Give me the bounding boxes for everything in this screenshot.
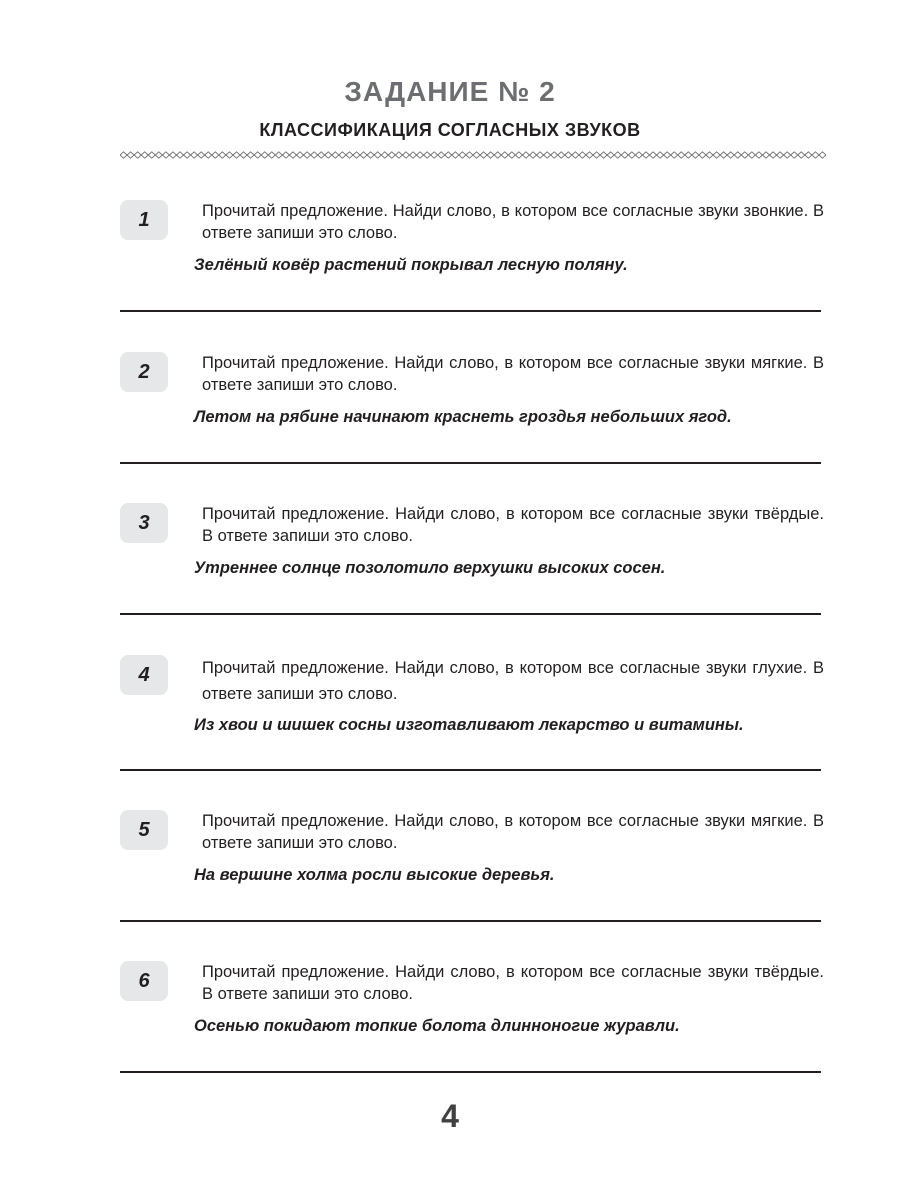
decorative-divider [120, 149, 826, 161]
task-instruction: Прочитай предложение. Найди слово, в котором все согласные звуки твёрдые. В ответе запиши это слово. [202, 505, 824, 545]
answer-line[interactable] [120, 769, 821, 771]
task-sentence: Зелёный ковёр растений покрывал лесную поляну. [194, 256, 628, 274]
task-instruction: Прочитай предложение. Найди слово, в котором все согласные звуки глухие. В ответе запиши это слово. [202, 659, 824, 703]
answer-line[interactable] [120, 920, 821, 922]
task-number-badge: 1 [120, 200, 168, 240]
task-sentence: Утреннее солнце позолотило верхушки высоких сосен. [194, 559, 666, 577]
task-sentence: Летом на рябине начинают краснеть гроздья небольших ягод. [194, 408, 732, 426]
task-number-badge: 2 [120, 352, 168, 392]
task-sentence: Из хвои и шишек сосны изготавливают лекарство и витамины. [194, 716, 744, 734]
task-number-badge: 6 [120, 961, 168, 1001]
task-instruction: Прочитай предложение. Найди слово, в котором все согласные звуки мягкие. В ответе запиши это слово. [202, 354, 824, 394]
task-number-badge: 4 [120, 655, 168, 695]
task-1 [120, 200, 824, 340]
page-number: 4 [441, 1098, 459, 1134]
answer-line[interactable] [120, 613, 821, 615]
task-5 [120, 810, 824, 950]
page-title: ЗАДАНИЕ № 2 [344, 76, 556, 107]
task-sentence: На вершине холма росли высокие деревья. [194, 866, 555, 884]
task-3 [120, 503, 824, 643]
answer-line[interactable] [120, 1071, 821, 1073]
task-number-badge: 5 [120, 810, 168, 850]
task-instruction: Прочитай предложение. Найди слово, в котором все согласные звуки звонкие. В ответе запиши это слово. [202, 202, 824, 242]
answer-line[interactable] [120, 462, 821, 464]
task-number-badge: 3 [120, 503, 168, 543]
task-instruction: Прочитай предложение. Найди слово, в котором все согласные звуки твёрдые. В ответе запиши это слово. [202, 963, 824, 1003]
task-4 [120, 655, 824, 795]
task-6 [120, 961, 824, 1101]
task-instruction: Прочитай предложение. Найди слово, в котором все согласные звуки мягкие. В ответе запиши это слово. [202, 812, 824, 852]
answer-line[interactable] [120, 310, 821, 312]
task-2 [120, 352, 824, 492]
page-subtitle: КЛАССИФИКАЦИЯ СОГЛАСНЫХ ЗВУКОВ [259, 120, 641, 140]
task-sentence: Осенью покидают топкие болота длинноногие журавли. [194, 1017, 680, 1035]
